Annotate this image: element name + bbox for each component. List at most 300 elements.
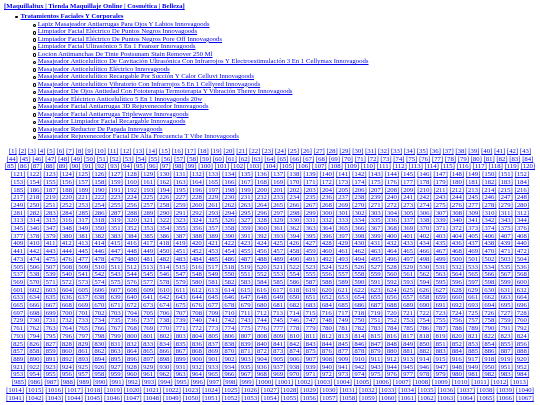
page-link[interactable]: [151] — [498, 171, 513, 179]
page-link[interactable]: [88] — [43, 163, 55, 171]
page-link[interactable]: [512] — [124, 263, 140, 271]
page-link[interactable]: [270] — [352, 201, 367, 209]
page-link[interactable]: [721] — [400, 309, 416, 317]
page-link[interactable]: [237] — [335, 194, 351, 202]
page-link[interactable]: [886] — [482, 348, 497, 356]
page-link[interactable]: [276] — [449, 201, 465, 209]
page-link[interactable]: [1066] — [496, 394, 515, 402]
page-link[interactable]: [356] — [189, 225, 205, 233]
page-link[interactable]: [994] — [158, 379, 173, 387]
page-link[interactable]: [815] — [368, 332, 383, 340]
page-link[interactable]: [350] — [92, 225, 107, 233]
page-link[interactable]: [955] — [43, 371, 58, 379]
page-link[interactable]: [622] — [351, 286, 367, 294]
page-link[interactable]: [568] — [514, 271, 530, 279]
page-link[interactable]: [762] — [27, 325, 42, 333]
page-link[interactable]: [778] — [287, 325, 302, 333]
page-link[interactable]: [770] — [157, 325, 172, 333]
page-link[interactable]: [362] — [287, 225, 302, 233]
product-link[interactable]: Masajeador Facial Antiarrugas Triplewave Innovagoods — [37, 110, 189, 118]
page-link[interactable]: [749] — [335, 317, 351, 325]
page-link[interactable]: [569] — [10, 278, 26, 286]
page-link[interactable]: [236] — [319, 194, 335, 202]
page-link[interactable]: [730] — [27, 317, 42, 325]
page-link[interactable]: [1009] — [432, 379, 450, 387]
page-link[interactable]: [188] — [59, 186, 75, 194]
page-link[interactable]: [70] — [341, 155, 353, 163]
page-link[interactable]: [843] — [303, 340, 318, 348]
page-link[interactable]: [527] — [368, 263, 383, 271]
page-link[interactable]: [805] — [205, 332, 221, 340]
page-link[interactable]: [131] — [173, 171, 188, 179]
page-link[interactable]: [1039] — [496, 386, 515, 394]
page-link[interactable]: [401] — [400, 232, 416, 240]
product-link[interactable]: Limpiador Facial Ultrasónico 5 En 1 Feanser Innovagoods — [37, 43, 196, 51]
page-link[interactable]: [787] — [433, 325, 448, 333]
page-link[interactable]: [703] — [108, 309, 124, 317]
page-link[interactable]: [330] — [287, 217, 302, 225]
page-link[interactable]: [87] — [30, 163, 42, 171]
page-link[interactable]: [840] — [254, 340, 270, 348]
page-link[interactable]: [177] — [400, 178, 416, 186]
page-link[interactable]: [142] — [352, 171, 367, 179]
page-link[interactable]: [861] — [75, 348, 91, 356]
page-link[interactable]: [437] — [465, 240, 481, 248]
page-link[interactable]: [878] — [352, 348, 367, 356]
page-link[interactable]: [803] — [173, 332, 189, 340]
page-link[interactable]: [571] — [43, 278, 58, 286]
page-link[interactable]: [823] — [498, 332, 513, 340]
page-link[interactable]: [200] — [254, 186, 270, 194]
page-link[interactable]: [825] — [10, 340, 26, 348]
page-link[interactable]: [434] — [416, 240, 432, 248]
page-link[interactable]: [683] — [303, 302, 318, 310]
page-link[interactable]: [792] — [514, 325, 530, 333]
page-link[interactable]: [345] — [10, 225, 26, 233]
page-link[interactable]: [418] — [156, 240, 172, 248]
page-link[interactable]: [146] — [417, 171, 432, 179]
page-link[interactable]: [659] — [433, 294, 448, 302]
page-link[interactable]: [609] — [140, 286, 156, 294]
page-link[interactable]: [621] — [335, 286, 351, 294]
page-link[interactable]: [564] — [449, 271, 465, 279]
page-link[interactable]: [995] — [174, 379, 189, 387]
page-link[interactable]: [634] — [27, 294, 42, 302]
page-link[interactable]: [1035] — [417, 386, 436, 394]
page-link[interactable]: [1016] — [45, 386, 64, 394]
page-link[interactable]: [482] — [157, 255, 172, 263]
page-link[interactable]: [474] — [27, 255, 42, 263]
product-link[interactable]: Masajeador Anticelulítico Vibratorio Con Infrarrojos 5 En 1 Cellyred Innovagoods — [37, 80, 261, 88]
page-link[interactable]: [582] — [222, 278, 237, 286]
page-link[interactable]: [631] — [498, 286, 513, 294]
page-link[interactable]: [533] — [465, 263, 481, 271]
page-link[interactable]: [900] — [189, 355, 205, 363]
page-link[interactable]: [402] — [417, 232, 432, 240]
page-link[interactable]: [294] — [222, 209, 237, 217]
page-link[interactable]: [340] — [449, 217, 465, 225]
page-link[interactable]: [339] — [433, 217, 448, 225]
page-link[interactable]: [29] — [339, 148, 351, 155]
page-link[interactable]: [664] — [514, 294, 530, 302]
page-link[interactable]: [516] — [189, 263, 205, 271]
page-link[interactable]: [198] — [222, 186, 237, 194]
page-link[interactable]: [335] — [368, 217, 383, 225]
page-link[interactable]: [545] — [140, 271, 156, 279]
page-link[interactable]: [160] — [124, 178, 140, 186]
page-link[interactable]: [425] — [270, 240, 286, 248]
page-link[interactable]: [180] — [449, 178, 465, 186]
page-link[interactable]: [494] — [352, 255, 367, 263]
page-link[interactable]: [238] — [352, 194, 367, 202]
page-link[interactable]: [250] — [27, 201, 42, 209]
page-link[interactable]: [972] — [319, 371, 335, 379]
page-link[interactable]: [353] — [140, 225, 156, 233]
page-link[interactable]: [314] — [27, 217, 42, 225]
page-link[interactable]: [192] — [124, 186, 140, 194]
page-link[interactable]: [256] — [124, 201, 140, 209]
page-link[interactable]: [620] — [319, 286, 335, 294]
page-link[interactable]: [421] — [205, 240, 221, 248]
page-link[interactable]: [619] — [303, 286, 318, 294]
page-link[interactable]: [818] — [416, 332, 432, 340]
page-link[interactable]: [898] — [157, 355, 172, 363]
page-link[interactable]: [577] — [140, 278, 156, 286]
page-link[interactable]: [309] — [465, 209, 481, 217]
page-link[interactable]: [1008] — [412, 379, 431, 387]
page-link[interactable]: [415] — [108, 240, 123, 248]
page-link[interactable]: [281] — [10, 209, 26, 217]
page-link[interactable]: [991] — [109, 379, 124, 387]
page-link[interactable]: [253] — [75, 201, 91, 209]
page-link[interactable]: [360] — [254, 225, 270, 233]
page-link[interactable]: [794] — [27, 332, 42, 340]
page-link[interactable]: [643] — [173, 294, 188, 302]
page-link[interactable]: [387] — [173, 232, 188, 240]
page-link[interactable]: [726] — [481, 309, 497, 317]
page-link[interactable]: [67] — [303, 155, 315, 163]
page-link[interactable]: [367] — [368, 225, 383, 233]
page-link[interactable]: [265] — [270, 201, 286, 209]
page-link[interactable]: [5] — [47, 148, 55, 155]
page-link[interactable]: [883] — [433, 348, 448, 356]
page-link[interactable]: [1036] — [437, 386, 456, 394]
page-link[interactable]: [864] — [124, 348, 140, 356]
page-link[interactable]: [208] — [384, 186, 400, 194]
page-link[interactable]: [385] — [140, 232, 156, 240]
page-link[interactable]: [228] — [189, 194, 205, 202]
page-link[interactable]: [597] — [465, 278, 481, 286]
page-link[interactable]: [334] — [352, 217, 367, 225]
page-link[interactable]: [352] — [124, 225, 140, 233]
page-link[interactable]: [82] — [496, 155, 508, 163]
page-link[interactable]: [241] — [400, 194, 416, 202]
page-link[interactable]: [614] — [221, 286, 237, 294]
page-link[interactable]: [888] — [514, 348, 530, 356]
page-link[interactable]: [171] — [303, 178, 318, 186]
page-link[interactable]: [244] — [449, 194, 465, 202]
page-link[interactable]: [1064] — [457, 394, 476, 402]
page-link[interactable]: [855] — [498, 340, 513, 348]
product-link[interactable]: Masajeador Eléctrico Anticelulítico 5 En 1 Innovagoods 20w — [37, 95, 203, 103]
page-link[interactable]: [769] — [140, 325, 156, 333]
page-link[interactable]: [11] — [107, 148, 119, 155]
page-link[interactable]: [967] — [238, 371, 253, 379]
page-link[interactable]: [249] — [10, 201, 26, 209]
page-link[interactable]: [649] — [270, 294, 286, 302]
page-link[interactable]: [373] — [465, 225, 481, 233]
page-link[interactable]: [974] — [352, 371, 367, 379]
page-link[interactable]: [518] — [221, 263, 237, 271]
page-link[interactable]: [150] — [482, 171, 497, 179]
page-link[interactable]: [610] — [157, 286, 172, 294]
page-link[interactable]: [881] — [400, 348, 416, 356]
page-link[interactable]: [656] — [384, 294, 400, 302]
page-link[interactable]: [54] — [135, 155, 147, 163]
page-link[interactable]: [935] — [238, 363, 253, 371]
page-link[interactable]: [369] — [400, 225, 416, 233]
page-link[interactable]: [216] — [514, 186, 530, 194]
page-link[interactable]: [555] — [303, 271, 318, 279]
page-link[interactable]: [506] — [27, 263, 42, 271]
page-link[interactable]: [718] — [351, 309, 367, 317]
page-link[interactable]: [576] — [124, 278, 140, 286]
page-link[interactable]: [819] — [433, 332, 448, 340]
page-link[interactable]: [894] — [92, 355, 107, 363]
page-link[interactable]: [71] — [354, 155, 366, 163]
page-link[interactable]: [603] — [43, 286, 59, 294]
page-link[interactable]: [616] — [254, 286, 270, 294]
page-link[interactable]: [747] — [303, 317, 318, 325]
page-link[interactable]: [615] — [238, 286, 253, 294]
page-link[interactable]: [869] — [205, 348, 221, 356]
page-link[interactable]: [563] — [433, 271, 448, 279]
page-link[interactable]: [925] — [75, 363, 91, 371]
page-link[interactable]: [711] — [238, 309, 253, 317]
page-link[interactable]: [73] — [380, 155, 392, 163]
page-link[interactable]: [58] — [187, 155, 199, 163]
page-link[interactable]: [266] — [287, 201, 302, 209]
page-link[interactable]: [497] — [400, 255, 416, 263]
page-link[interactable]: [484] — [189, 255, 205, 263]
page-link[interactable]: [985] — [11, 379, 27, 387]
page-link[interactable]: [13] — [133, 148, 145, 155]
page-link[interactable]: [159] — [108, 178, 123, 186]
page-link[interactable]: [519] — [238, 263, 253, 271]
page-link[interactable]: [919] — [498, 355, 513, 363]
page-link[interactable]: [944] — [384, 363, 400, 371]
page-link[interactable]: [709] — [205, 309, 221, 317]
page-link[interactable]: [644] — [189, 294, 205, 302]
page-link[interactable]: [202] — [287, 186, 302, 194]
page-link[interactable]: [981] — [465, 371, 481, 379]
page-link[interactable]: [707] — [173, 309, 189, 317]
page-link[interactable]: [96] — [146, 163, 158, 171]
page-link[interactable]: [105] — [279, 163, 295, 171]
page-link[interactable]: [307] — [433, 209, 449, 217]
page-link[interactable]: [203] — [303, 186, 319, 194]
page-link[interactable]: [812] — [319, 332, 335, 340]
page-link[interactable]: [89] — [56, 163, 68, 171]
page-link[interactable]: [652] — [319, 294, 335, 302]
page-link[interactable]: [541] — [75, 271, 91, 279]
product-link[interactable]: Masajeador Facial Antiarrugas 3D Rejuvenecedor Innovagoods — [37, 103, 209, 111]
page-link[interactable]: [650] — [287, 294, 302, 302]
page-link[interactable]: [1038] — [476, 386, 495, 394]
page-link[interactable]: [319] — [108, 217, 123, 225]
page-link[interactable]: [90] — [69, 163, 81, 171]
page-link[interactable]: [1045] — [84, 394, 103, 402]
page-link[interactable]: [841] — [270, 340, 286, 348]
page-link[interactable]: [918] — [481, 355, 497, 363]
page-link[interactable]: [1021] — [143, 386, 162, 394]
page-link[interactable]: [375] — [498, 225, 513, 233]
page-link[interactable]: [275] — [433, 201, 448, 209]
page-link[interactable]: [860] — [59, 348, 75, 356]
page-link[interactable]: [7] — [66, 148, 74, 155]
page-link[interactable]: [731] — [43, 317, 58, 325]
page-link[interactable]: [432] — [384, 240, 400, 248]
page-link[interactable]: [26] — [300, 148, 312, 155]
page-link[interactable]: [733] — [75, 317, 91, 325]
page-link[interactable]: [206] — [352, 186, 367, 194]
page-link[interactable]: [167] — [238, 178, 253, 186]
page-link[interactable]: [611] — [173, 286, 188, 294]
page-link[interactable]: [222] — [92, 194, 107, 202]
page-link[interactable]: [965] — [205, 371, 221, 379]
page-link[interactable]: [809] — [270, 332, 286, 340]
page-link[interactable]: [322] — [157, 217, 172, 225]
page-link[interactable]: [211] — [433, 186, 448, 194]
page-link[interactable]: [873] — [270, 348, 286, 356]
page-link[interactable]: [688] — [384, 302, 400, 310]
page-link[interactable]: [325] — [205, 217, 221, 225]
page-link[interactable]: [382] — [92, 232, 107, 240]
page-link[interactable]: [483] — [173, 255, 188, 263]
page-link[interactable]: [95] — [133, 163, 145, 171]
page-link[interactable]: [107] — [312, 163, 327, 171]
page-link[interactable]: [225] — [140, 194, 156, 202]
page-link[interactable]: [166] — [222, 178, 237, 186]
page-link[interactable]: [205] — [335, 186, 351, 194]
page-link[interactable]: [122] — [27, 171, 42, 179]
page-link[interactable]: [35] — [416, 148, 428, 155]
page-link[interactable]: [400] — [384, 232, 400, 240]
page-link[interactable]: [283] — [43, 209, 59, 217]
page-link[interactable]: [134] — [222, 171, 237, 179]
page-link[interactable]: [959] — [108, 371, 123, 379]
page-link[interactable]: [845] — [335, 340, 351, 348]
page-link[interactable]: [312] — [514, 209, 530, 217]
page-link[interactable]: [732] — [59, 317, 75, 325]
page-link[interactable]: [183] — [498, 178, 513, 186]
page-link[interactable]: [521] — [270, 263, 286, 271]
page-link[interactable]: [890] — [27, 355, 42, 363]
page-link[interactable]: [246] — [482, 194, 497, 202]
page-link[interactable]: [968] — [254, 371, 270, 379]
page-link[interactable]: [816] — [384, 332, 400, 340]
page-link[interactable]: [782] — [352, 325, 367, 333]
page-link[interactable]: [525] — [335, 263, 351, 271]
page-link[interactable]: [791] — [498, 325, 513, 333]
page-link[interactable]: [213] — [465, 186, 481, 194]
page-link[interactable]: [937] — [270, 363, 286, 371]
page-link[interactable]: [522] — [286, 263, 302, 271]
page-link[interactable]: [411] — [43, 240, 58, 248]
page-link[interactable]: [755] — [433, 317, 448, 325]
page-link[interactable]: [668] — [59, 302, 75, 310]
page-link[interactable]: [682] — [287, 302, 302, 310]
page-link[interactable]: [268] — [319, 201, 335, 209]
page-link[interactable]: [1015] — [25, 386, 44, 394]
page-link[interactable]: [887] — [498, 348, 513, 356]
page-link[interactable]: [316] — [59, 217, 75, 225]
page-link[interactable]: [439] — [498, 240, 513, 248]
page-link[interactable]: [242] — [417, 194, 432, 202]
page-link[interactable]: [66] — [290, 155, 302, 163]
page-link[interactable]: [300] — [319, 209, 335, 217]
page-link[interactable]: [1003] — [314, 379, 333, 387]
page-link[interactable]: [332] — [319, 217, 335, 225]
page-link[interactable]: [509] — [75, 263, 91, 271]
page-link[interactable]: [706] — [157, 309, 172, 317]
page-link[interactable]: [831] — [108, 340, 123, 348]
page-link[interactable]: [365] — [335, 225, 351, 233]
page-link[interactable]: [689] — [400, 302, 416, 310]
page-link[interactable]: [458] — [287, 248, 302, 256]
page-link[interactable]: [173] — [335, 178, 351, 186]
page-link[interactable]: [119] — [504, 163, 519, 171]
page-link[interactable]: [39] — [468, 148, 480, 155]
page-link[interactable]: [28] — [326, 148, 338, 155]
page-link[interactable]: [655] — [368, 294, 383, 302]
page-link[interactable]: [907] — [303, 355, 319, 363]
page-link[interactable]: [833] — [140, 340, 156, 348]
page-link[interactable]: [725] — [465, 309, 481, 317]
page-link[interactable]: [817] — [400, 332, 416, 340]
page-link[interactable]: [917] — [465, 355, 481, 363]
page-link[interactable]: [799] — [108, 332, 124, 340]
page-link[interactable]: [455] — [238, 248, 253, 256]
page-link[interactable]: [684] — [319, 302, 335, 310]
page-link[interactable]: [958] — [92, 371, 107, 379]
page-link[interactable]: [467] — [433, 248, 448, 256]
page-link[interactable]: [859] — [43, 348, 58, 356]
page-link[interactable]: [215] — [498, 186, 513, 194]
page-link[interactable]: [916] — [449, 355, 465, 363]
page-link[interactable]: [939] — [303, 363, 318, 371]
page-link[interactable]: [46] — [32, 155, 44, 163]
page-link[interactable]: [910] — [352, 355, 367, 363]
page-link[interactable]: [77] — [431, 155, 444, 163]
page-link[interactable]: [956] — [59, 371, 75, 379]
page-link[interactable]: [557] — [335, 271, 351, 279]
page-link[interactable]: [628] — [449, 286, 465, 294]
page-link[interactable]: [1065] — [476, 394, 495, 402]
page-link[interactable]: [158] — [92, 178, 107, 186]
page-link[interactable]: [104] — [263, 163, 278, 171]
page-link[interactable]: [961] — [140, 371, 156, 379]
page-link[interactable]: [48] — [58, 155, 70, 163]
product-link[interactable]: Lapiz Masajeador Antiarrugas Para Ojos Y Labios Innovagoods — [37, 21, 210, 28]
page-link[interactable]: [753] — [400, 317, 416, 325]
page-link[interactable]: [717] — [335, 309, 351, 317]
page-link[interactable]: [406] — [482, 232, 497, 240]
page-link[interactable]: [670] — [92, 302, 107, 310]
page-link[interactable]: [637] — [75, 294, 91, 302]
page-link[interactable]: [486] — [222, 255, 237, 263]
page-link[interactable]: [344] — [514, 217, 530, 225]
